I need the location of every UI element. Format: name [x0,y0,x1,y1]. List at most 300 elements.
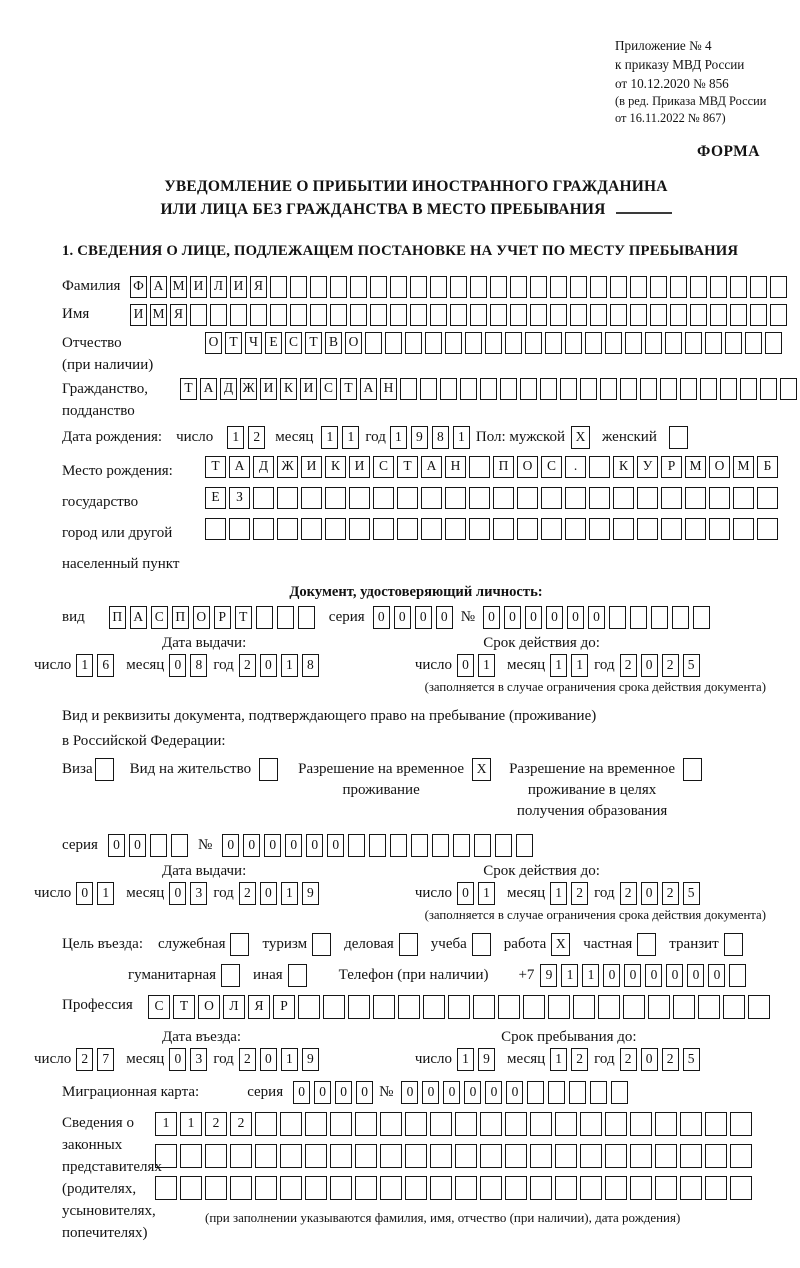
patronymic-cell[interactable] [505,332,522,354]
doc-number-cell[interactable] [630,606,647,629]
surname-cell[interactable] [450,276,467,298]
patronymic-cell[interactable] [485,332,502,354]
citizenship-cell[interactable]: Ж [240,378,257,400]
representative-cell[interactable] [155,1176,177,1200]
migration-number-cell[interactable]: 0 [506,1081,523,1104]
birthplace-cell[interactable]: С [373,456,394,478]
representative-cell[interactable] [305,1112,327,1136]
birthplace-cell[interactable] [493,487,514,509]
surname-cell[interactable] [430,276,447,298]
surname-cell[interactable] [550,276,567,298]
birth-day-cell[interactable]: 1 [227,426,244,449]
citizenship-cell[interactable]: Т [340,378,357,400]
representative-cell[interactable] [605,1176,627,1200]
representative-cell[interactable] [505,1176,527,1200]
birthplace-cell[interactable]: Н [445,456,466,478]
phone-digit-cell[interactable]: 9 [540,964,557,987]
month-cell[interactable]: 2 [571,882,588,905]
profession-cell[interactable]: Р [273,995,295,1019]
month-cell[interactable]: 2 [571,1048,588,1071]
purpose-checkbox-cell[interactable] [399,933,418,956]
birthplace-cell[interactable] [565,487,586,509]
birthplace-cell[interactable]: М [685,456,706,478]
residence-number-cell[interactable] [390,834,407,857]
patronymic-cell[interactable] [725,332,742,354]
firstname-cell[interactable] [630,304,647,326]
birthplace-cell[interactable] [229,518,250,540]
citizenship-cell[interactable] [520,378,537,400]
firstname-cell[interactable] [270,304,287,326]
profession-cell[interactable]: Я [248,995,270,1019]
birthplace-cell[interactable]: С [541,456,562,478]
birthplace-cell[interactable] [349,518,370,540]
day-cell[interactable]: 1 [478,882,495,905]
profession-cell[interactable] [573,995,595,1019]
birthplace-cell[interactable] [661,518,682,540]
representative-cell[interactable] [330,1144,352,1168]
doc-kind-cell[interactable] [277,606,294,629]
year-cell[interactable]: 1 [281,882,298,905]
citizenship-cell[interactable] [680,378,697,400]
representative-cell[interactable] [605,1112,627,1136]
patronymic-cell[interactable] [765,332,782,354]
patronymic-cell[interactable]: Е [265,332,282,354]
birthplace-cell[interactable] [301,487,322,509]
citizenship-cell[interactable] [560,378,577,400]
patronymic-cell[interactable] [585,332,602,354]
firstname-cell[interactable]: Я [170,304,187,326]
month-cell[interactable]: 8 [190,654,207,677]
doc-kind-cell[interactable]: А [130,606,147,629]
day-cell[interactable]: 1 [478,654,495,677]
birthplace-cell[interactable] [685,487,706,509]
year-cell[interactable]: 2 [620,654,637,677]
birthplace-cell[interactable] [637,518,658,540]
day-cell[interactable]: 1 [457,1048,474,1071]
patronymic-cell[interactable] [685,332,702,354]
residence-number-cell[interactable] [516,834,533,857]
representative-cell[interactable] [430,1144,452,1168]
surname-cell[interactable]: А [150,276,167,298]
representative-cell[interactable] [505,1144,527,1168]
birthplace-cell[interactable]: Ж [277,456,298,478]
birthplace-cell[interactable]: Т [205,456,226,478]
profession-cell[interactable] [698,995,720,1019]
citizenship-cell[interactable]: А [200,378,217,400]
firstname-cell[interactable] [410,304,427,326]
profession-cell[interactable]: С [148,995,170,1019]
citizenship-cell[interactable] [400,378,417,400]
residence-number-cell[interactable]: 0 [306,834,323,857]
birthplace-cell[interactable] [565,518,586,540]
migration-number-cell[interactable] [590,1081,607,1104]
firstname-cell[interactable] [390,304,407,326]
citizenship-cell[interactable] [440,378,457,400]
representative-cell[interactable] [380,1112,402,1136]
representative-cell[interactable] [505,1112,527,1136]
birthplace-cell[interactable] [709,487,730,509]
month-cell[interactable]: 1 [550,1048,567,1071]
patronymic-cell[interactable]: В [325,332,342,354]
birthplace-cell[interactable]: Р [661,456,682,478]
purpose-checkbox-cell[interactable] [288,964,307,987]
representative-cell[interactable] [580,1176,602,1200]
year-cell[interactable]: 0 [641,654,658,677]
citizenship-cell[interactable] [500,378,517,400]
birthplace-cell[interactable] [757,518,778,540]
migration-number-cell[interactable]: 0 [485,1081,502,1104]
birthplace-cell[interactable]: У [637,456,658,478]
birthplace-cell[interactable] [253,487,274,509]
residence-series-cell[interactable]: 0 [108,834,125,857]
birth-year-cell[interactable]: 8 [432,426,449,449]
birthplace-cell[interactable] [373,487,394,509]
citizenship-cell[interactable] [720,378,737,400]
birthplace-cell[interactable]: П [493,456,514,478]
firstname-cell[interactable] [550,304,567,326]
profession-cell[interactable] [423,995,445,1019]
firstname-cell[interactable] [470,304,487,326]
representative-cell[interactable] [680,1112,702,1136]
firstname-cell[interactable] [190,304,207,326]
representative-cell[interactable] [380,1144,402,1168]
representative-cell[interactable] [655,1176,677,1200]
representative-cell[interactable] [380,1176,402,1200]
temp-residence-checkbox-cell[interactable]: X [472,758,491,781]
surname-cell[interactable] [670,276,687,298]
profession-cell[interactable] [673,995,695,1019]
birthplace-cell[interactable] [613,518,634,540]
residence-number-cell[interactable] [432,834,449,857]
profession-cell[interactable]: О [198,995,220,1019]
doc-number-cell[interactable] [693,606,710,629]
representative-cell[interactable] [630,1112,652,1136]
firstname-cell[interactable]: М [150,304,167,326]
citizenship-cell[interactable]: К [280,378,297,400]
patronymic-cell[interactable]: Ч [245,332,262,354]
month-cell[interactable]: 1 [550,654,567,677]
patronymic-cell[interactable] [425,332,442,354]
year-cell[interactable]: 2 [662,1048,679,1071]
residence-series-cell[interactable] [150,834,167,857]
day-cell[interactable]: 6 [97,654,114,677]
day-cell[interactable]: 2 [76,1048,93,1071]
doc-number-cell[interactable]: 0 [483,606,500,629]
birthplace-cell[interactable]: О [709,456,730,478]
purpose-checkbox-cell[interactable] [312,933,331,956]
doc-number-cell[interactable]: 0 [525,606,542,629]
doc-kind-cell[interactable]: П [109,606,126,629]
firstname-cell[interactable] [250,304,267,326]
migration-number-cell[interactable] [548,1081,565,1104]
representative-cell[interactable] [230,1176,252,1200]
birthplace-cell[interactable] [277,487,298,509]
citizenship-cell[interactable]: С [320,378,337,400]
year-cell[interactable]: 2 [662,882,679,905]
representative-cell[interactable] [305,1144,327,1168]
month-cell[interactable]: 0 [169,1048,186,1071]
surname-cell[interactable]: Л [210,276,227,298]
profession-cell[interactable] [323,995,345,1019]
birthplace-cell[interactable] [205,518,226,540]
patronymic-cell[interactable] [745,332,762,354]
phone-digit-cell[interactable]: 1 [561,964,578,987]
year-cell[interactable]: 8 [302,654,319,677]
representative-cell[interactable] [705,1112,727,1136]
representative-cell[interactable] [155,1144,177,1168]
birthplace-cell[interactable]: М [733,456,754,478]
patronymic-cell[interactable] [645,332,662,354]
firstname-cell[interactable] [610,304,627,326]
firstname-cell[interactable] [590,304,607,326]
surname-cell[interactable] [530,276,547,298]
birthplace-cell[interactable] [325,487,346,509]
year-cell[interactable]: 9 [302,882,319,905]
birthplace-cell[interactable]: . [565,456,586,478]
day-cell[interactable]: 9 [478,1048,495,1071]
representative-cell[interactable] [530,1112,552,1136]
profession-cell[interactable] [523,995,545,1019]
citizenship-cell[interactable]: Д [220,378,237,400]
firstname-cell[interactable] [290,304,307,326]
representative-cell[interactable] [280,1176,302,1200]
birthplace-cell[interactable]: К [325,456,346,478]
representative-cell[interactable] [330,1176,352,1200]
birthplace-cell[interactable] [469,487,490,509]
year-cell[interactable]: 0 [641,882,658,905]
birthplace-cell[interactable] [709,518,730,540]
visa-checkbox-cell[interactable] [95,758,114,781]
purpose-checkbox-cell[interactable] [230,933,249,956]
day-cell[interactable]: 7 [97,1048,114,1071]
year-cell[interactable]: 5 [683,1048,700,1071]
doc-series-cell[interactable]: 0 [436,606,453,629]
profession-cell[interactable] [498,995,520,1019]
doc-number-cell[interactable]: 0 [567,606,584,629]
patronymic-cell[interactable]: Т [305,332,322,354]
representative-cell[interactable] [355,1176,377,1200]
representative-cell[interactable] [455,1176,477,1200]
migration-series-cell[interactable]: 0 [293,1081,310,1104]
surname-cell[interactable]: М [170,276,187,298]
representative-cell[interactable] [280,1144,302,1168]
representative-cell[interactable] [205,1176,227,1200]
representative-cell[interactable] [330,1112,352,1136]
year-cell[interactable]: 1 [281,654,298,677]
year-cell[interactable]: 0 [260,882,277,905]
birthplace-cell[interactable] [541,487,562,509]
representative-cell[interactable] [730,1144,752,1168]
birthplace-cell[interactable] [637,487,658,509]
patronymic-cell[interactable] [385,332,402,354]
citizenship-cell[interactable] [620,378,637,400]
representative-cell[interactable] [355,1144,377,1168]
citizenship-cell[interactable] [740,378,757,400]
year-cell[interactable]: 0 [641,1048,658,1071]
representative-cell[interactable] [730,1176,752,1200]
surname-cell[interactable] [330,276,347,298]
birth-year-cell[interactable]: 1 [390,426,407,449]
purpose-checkbox-cell[interactable] [472,933,491,956]
birthplace-cell[interactable] [349,487,370,509]
surname-cell[interactable] [470,276,487,298]
migration-series-cell[interactable]: 0 [335,1081,352,1104]
doc-number-cell[interactable] [651,606,668,629]
birthplace-cell[interactable] [277,518,298,540]
citizenship-cell[interactable] [580,378,597,400]
migration-number-cell[interactable]: 0 [422,1081,439,1104]
surname-cell[interactable]: И [190,276,207,298]
day-cell[interactable]: 0 [76,882,93,905]
birthplace-cell[interactable] [517,487,538,509]
representative-cell[interactable] [455,1144,477,1168]
firstname-cell[interactable] [210,304,227,326]
surname-cell[interactable] [370,276,387,298]
phone-digit-cell[interactable]: 0 [603,964,620,987]
citizenship-cell[interactable] [660,378,677,400]
year-cell[interactable]: 1 [281,1048,298,1071]
doc-series-cell[interactable]: 0 [415,606,432,629]
birth-year-cell[interactable]: 9 [411,426,428,449]
patronymic-cell[interactable] [465,332,482,354]
representative-cell[interactable] [405,1176,427,1200]
birth-year-cell[interactable]: 1 [453,426,470,449]
birthplace-cell[interactable] [589,487,610,509]
surname-cell[interactable] [570,276,587,298]
birthplace-cell[interactable]: Б [757,456,778,478]
representative-cell[interactable]: 2 [205,1112,227,1136]
residence-series-cell[interactable]: 0 [129,834,146,857]
surname-cell[interactable] [770,276,787,298]
patronymic-cell[interactable]: С [285,332,302,354]
female-checkbox-cell[interactable] [669,426,688,449]
birthplace-cell[interactable] [589,518,610,540]
representative-cell[interactable] [480,1176,502,1200]
representative-cell[interactable] [605,1144,627,1168]
profession-cell[interactable] [598,995,620,1019]
migration-number-cell[interactable] [569,1081,586,1104]
firstname-cell[interactable] [350,304,367,326]
profession-cell[interactable] [298,995,320,1019]
representative-cell[interactable] [480,1144,502,1168]
migration-number-cell[interactable] [611,1081,628,1104]
purpose-checkbox-cell[interactable]: X [551,933,570,956]
surname-cell[interactable] [750,276,767,298]
residence-number-cell[interactable] [474,834,491,857]
patronymic-cell[interactable] [365,332,382,354]
profession-cell[interactable] [623,995,645,1019]
surname-cell[interactable]: Ф [130,276,147,298]
doc-number-cell[interactable]: 0 [588,606,605,629]
birthplace-cell[interactable]: О [517,456,538,478]
firstname-cell[interactable] [530,304,547,326]
representative-cell[interactable] [555,1176,577,1200]
representative-cell[interactable] [430,1112,452,1136]
firstname-cell[interactable] [490,304,507,326]
month-cell[interactable]: 1 [571,654,588,677]
birth-day-cell[interactable]: 2 [248,426,265,449]
representative-cell[interactable] [405,1112,427,1136]
purpose-checkbox-cell[interactable] [724,933,743,956]
representative-cell[interactable] [355,1112,377,1136]
firstname-cell[interactable] [450,304,467,326]
profession-cell[interactable] [723,995,745,1019]
birthplace-cell[interactable] [301,518,322,540]
firstname-cell[interactable] [710,304,727,326]
representative-cell[interactable]: 2 [230,1112,252,1136]
birthplace-cell[interactable]: К [613,456,634,478]
citizenship-cell[interactable] [460,378,477,400]
month-cell[interactable]: 1 [550,882,567,905]
representative-cell[interactable] [580,1144,602,1168]
year-cell[interactable]: 0 [260,1048,277,1071]
surname-cell[interactable] [510,276,527,298]
representative-cell[interactable] [255,1144,277,1168]
migration-series-cell[interactable]: 0 [356,1081,373,1104]
migration-number-cell[interactable] [527,1081,544,1104]
birthplace-cell[interactable] [541,518,562,540]
doc-kind-cell[interactable] [298,606,315,629]
firstname-cell[interactable]: И [130,304,147,326]
birthplace-cell[interactable]: И [301,456,322,478]
representative-cell[interactable] [305,1176,327,1200]
profession-cell[interactable] [748,995,770,1019]
profession-cell[interactable] [448,995,470,1019]
representative-cell[interactable] [630,1144,652,1168]
residence-series-cell[interactable] [171,834,188,857]
firstname-cell[interactable] [750,304,767,326]
phone-digit-cell[interactable]: 0 [687,964,704,987]
residence-number-cell[interactable]: 0 [327,834,344,857]
citizenship-cell[interactable] [480,378,497,400]
surname-cell[interactable] [270,276,287,298]
month-cell[interactable]: 3 [190,882,207,905]
doc-kind-cell[interactable]: П [172,606,189,629]
doc-kind-cell[interactable]: С [151,606,168,629]
doc-number-cell[interactable] [609,606,626,629]
representative-cell[interactable] [680,1176,702,1200]
phone-digit-cell[interactable]: 0 [666,964,683,987]
phone-digit-cell[interactable] [729,964,746,987]
representative-cell[interactable] [655,1112,677,1136]
birthplace-cell[interactable]: И [349,456,370,478]
birthplace-cell[interactable]: Е [205,487,226,509]
firstname-cell[interactable] [650,304,667,326]
year-cell[interactable]: 9 [302,1048,319,1071]
representative-cell[interactable] [405,1144,427,1168]
citizenship-cell[interactable]: И [260,378,277,400]
residence-number-cell[interactable] [453,834,470,857]
birthplace-cell[interactable] [685,518,706,540]
representative-cell[interactable] [180,1176,202,1200]
doc-number-cell[interactable] [672,606,689,629]
surname-cell[interactable] [630,276,647,298]
birthplace-cell[interactable] [397,487,418,509]
birthplace-cell[interactable] [517,518,538,540]
phone-digit-cell[interactable]: 0 [708,964,725,987]
citizenship-cell[interactable]: А [360,378,377,400]
birthplace-cell[interactable] [493,518,514,540]
birthplace-cell[interactable] [469,456,490,478]
birthplace-cell[interactable] [613,487,634,509]
citizenship-cell[interactable] [540,378,557,400]
birthplace-cell[interactable]: З [229,487,250,509]
citizenship-cell[interactable] [700,378,717,400]
citizenship-cell[interactable] [760,378,777,400]
surname-cell[interactable] [690,276,707,298]
residence-number-cell[interactable]: 0 [264,834,281,857]
temp-residence-edu-checkbox-cell[interactable] [683,758,702,781]
